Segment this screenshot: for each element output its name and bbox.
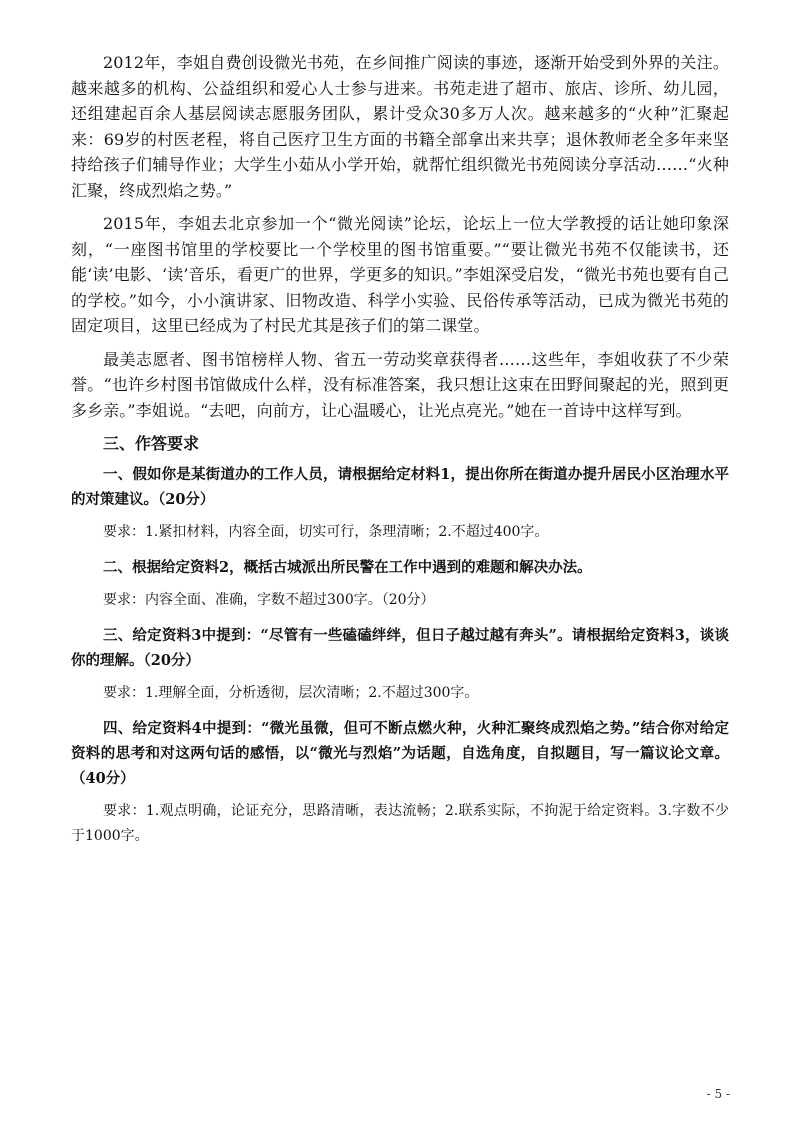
question-4-requirement: 要求：1.观点明确，论证充分，思路清晰，表达流畅；2.联系实际，不拘泥于给定资料。3.字数不少于1000字。 xyxy=(71,803,729,844)
question-3-requirement: 要求：1.理解全面，分析透彻，层次清晰；2.不超过300字。 xyxy=(103,685,479,701)
question-2-prompt: 二、根据给定资料2，概括古城派出所民警在工作中遇到的难题和解决办法。 xyxy=(103,559,592,576)
question-3-prompt: 三、给定资料3中提到：“尽管有一些磕磕绊绊，但日子越过越有奔头”。请根据给定资料3，谈谈你的理解。（20分） xyxy=(71,627,729,669)
question-4-prompt: 四、给定资料4中提到：“微光虽微，但可不断点燃火种，火种汇聚终成烈焰之势。”结合你对给定资料的思考和对这两句话的感悟，以“微光与烈焰”为话题，自选角度，自拟题目，写一篇议论文章。（40分） xyxy=(71,720,729,787)
question-1-requirement: 要求：1.紧扣材料，内容全面，切实可行，条理清晰；2.不超过400字。 xyxy=(103,524,549,540)
body-paragraph-2: 2015年，李姐去北京参加一个“微光阅读”论坛，论坛上一位大学教授的话让她印象深刻，“一座图书馆里的学校要比一个学校里的图书馆重要。”“要让微光书苑不仅能读书，还能‘读’电影、‘读’音乐，看更广的世界，学更多的知识。”李姐深受启发，“微光书苑也要有自己的学校。”如今，小小演讲家、旧物改造、科学小实验、民俗传承等活动，已成为微光书苑的固定项目，这里已经成为了村民尤其是孩子们的第二课堂。 xyxy=(71,214,729,335)
page-number: - 5 - xyxy=(706,1087,730,1101)
body-paragraph-3: 最美志愿者、图书馆榜样人物、省五一劳动奖章获得者……这些年，李姐收获了不少荣誉。“也许乡村图书馆做成什么样，没有标准答案，我只想让这束在田野间聚起的光，照到更多乡亲。”李姐说。“去吧，向前方，让心温暖心，让光点亮光。”她在一首诗中这样写到。 xyxy=(71,349,729,420)
question-2-requirement: 要求：内容全面、准确，字数不超过300字。（20分） xyxy=(103,592,435,608)
question-1-prompt: 一、假如你是某街道办的工作人员，请根据给定材料1，提出你所在街道办提升居民小区治理水平的对策建议。（20分） xyxy=(71,466,729,508)
section-heading: 三、作答要求 xyxy=(103,434,200,453)
document-page xyxy=(71,50,729,859)
body-paragraph-1: 2012年，李姐自费创设微光书苑，在乡间推广阅读的事迹，逐渐开始受到外界的关注。越来越多的机构、公益组织和爱心人士参与进来。书苑走进了超市、旅店、诊所、幼儿园，还组建起百余人基层阅读志愿服务团队，累计受众30多万人次。越来越多的“火种”汇聚起来：69岁的村医老程，将自己医疗卫生方面的书籍全部拿出来共享；退休教师老全多年来坚持给孩子们辅导作业；大学生小茹从小学开始，就帮忙组织微光书苑阅读分享活动……“火种汇聚，终成烈焰之势。” xyxy=(71,53,729,200)
